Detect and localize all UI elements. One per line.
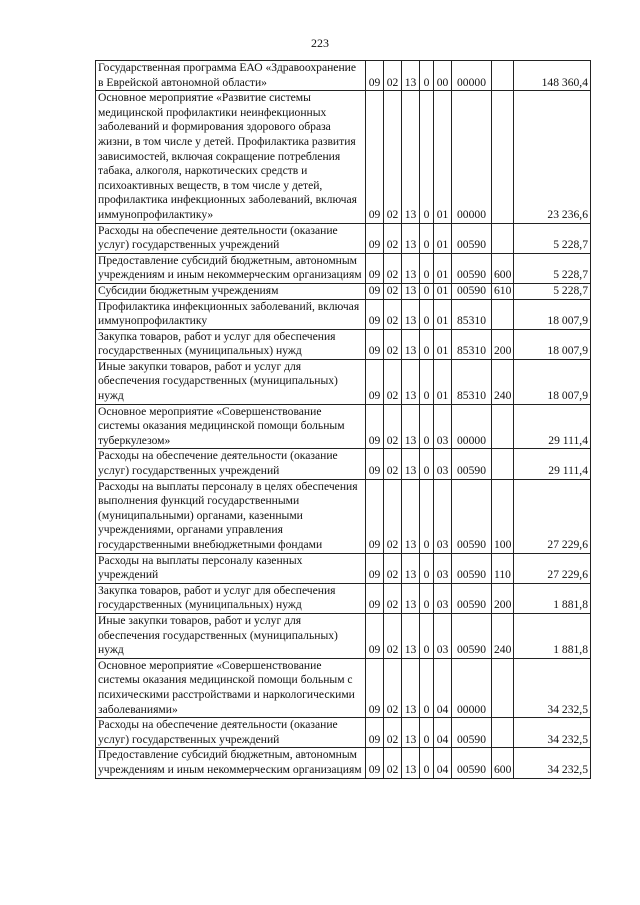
code-direction-cell: 00590	[452, 718, 492, 748]
row-name-cell: Расходы на выплаты персоналу казенных учреждений	[96, 553, 366, 583]
code-direction-cell: 00590	[452, 283, 492, 299]
code-program-cell: 13	[402, 658, 420, 717]
code-section-cell: 09	[366, 359, 384, 404]
code-event-cell: 03	[434, 553, 452, 583]
code-subprogram-cell: 0	[420, 583, 434, 613]
row-name-cell: Основное мероприятие «Развитие системы медицинской профилактики неинфекционных заболеваний и формирования здорового образа жизни, в том числе у детей. Профилактика развития зависимостей, включая сокращение потребления табака, алкоголя, наркотических средств и психоактивных веществ, в том числе у детей, профилактика инфекционных заболеваний, включая иммунопрофилактику»	[96, 91, 366, 223]
page-number: 223	[311, 36, 329, 50]
expense-type-cell: 110	[492, 553, 514, 583]
code-program-cell: 13	[402, 479, 420, 553]
code-program-cell: 13	[402, 718, 420, 748]
code-section-cell: 09	[366, 299, 384, 329]
code-subprogram-cell: 0	[420, 404, 434, 449]
code-section-cell: 09	[366, 479, 384, 553]
code-program-cell: 13	[402, 223, 420, 253]
table-row	[96, 359, 591, 404]
code-program-cell: 13	[402, 283, 420, 299]
expense-type-cell	[492, 61, 514, 91]
code-event-cell: 03	[434, 449, 452, 479]
expense-type-cell	[492, 404, 514, 449]
code-direction-cell: 85310	[452, 299, 492, 329]
table-row	[96, 583, 591, 613]
table-row	[96, 748, 591, 778]
code-subprogram-cell: 0	[420, 359, 434, 404]
code-event-cell: 01	[434, 223, 452, 253]
row-name-cell: Государственная программа ЕАО «Здравоохранение в Еврейской автономной области»	[96, 61, 366, 91]
code-subprogram-cell: 0	[420, 223, 434, 253]
row-name-cell: Иные закупки товаров, работ и услуг для обеспечения государственных (муниципальных) нужд	[96, 613, 366, 658]
amount-cell: 5 228,7	[514, 253, 591, 283]
code-section-cell: 09	[366, 283, 384, 299]
code-section-cell: 09	[366, 553, 384, 583]
code-subsection-cell: 02	[384, 479, 402, 553]
code-subsection-cell: 02	[384, 253, 402, 283]
code-program-cell: 13	[402, 583, 420, 613]
code-section-cell: 09	[366, 61, 384, 91]
row-name-cell: Расходы на обеспечение деятельности (оказание услуг) государственных учреждений	[96, 449, 366, 479]
code-section-cell: 09	[366, 91, 384, 223]
code-program-cell: 13	[402, 329, 420, 359]
row-name-cell: Иные закупки товаров, работ и услуг для обеспечения государственных (муниципальных) нужд	[96, 359, 366, 404]
code-subsection-cell: 02	[384, 359, 402, 404]
row-name-cell: Предоставление субсидий бюджетным, автономным учреждениям и иным некоммерческим организациям	[96, 253, 366, 283]
code-direction-cell: 00590	[452, 223, 492, 253]
row-name-cell: Закупка товаров, работ и услуг для обеспечения государственных (муниципальных) нужд	[96, 583, 366, 613]
code-event-cell: 01	[434, 299, 452, 329]
code-subprogram-cell: 0	[420, 449, 434, 479]
code-subprogram-cell: 0	[420, 61, 434, 91]
code-subsection-cell: 02	[384, 299, 402, 329]
expense-type-cell: 240	[492, 613, 514, 658]
table-row	[96, 658, 591, 717]
code-program-cell: 13	[402, 253, 420, 283]
code-direction-cell: 00590	[452, 583, 492, 613]
code-direction-cell: 00000	[452, 91, 492, 223]
table-row	[96, 283, 591, 299]
amount-cell: 1 881,8	[514, 613, 591, 658]
code-subsection-cell: 02	[384, 329, 402, 359]
code-subsection-cell: 02	[384, 613, 402, 658]
code-subsection-cell: 02	[384, 718, 402, 748]
amount-cell: 18 007,9	[514, 359, 591, 404]
code-subsection-cell: 02	[384, 748, 402, 778]
table-row	[96, 449, 591, 479]
code-direction-cell: 00590	[452, 449, 492, 479]
code-subprogram-cell: 0	[420, 283, 434, 299]
code-subprogram-cell: 0	[420, 253, 434, 283]
code-section-cell: 09	[366, 718, 384, 748]
code-event-cell: 01	[434, 329, 452, 359]
budget-table	[95, 60, 591, 779]
row-name-cell: Закупка товаров, работ и услуг для обеспечения государственных (муниципальных) нужд	[96, 329, 366, 359]
row-name-cell: Расходы на обеспечение деятельности (оказание услуг) государственных учреждений	[96, 718, 366, 748]
amount-cell: 1 881,8	[514, 583, 591, 613]
code-event-cell: 04	[434, 748, 452, 778]
code-program-cell: 13	[402, 404, 420, 449]
expense-type-cell	[492, 718, 514, 748]
code-direction-cell: 00590	[452, 553, 492, 583]
code-event-cell: 04	[434, 718, 452, 748]
code-subprogram-cell: 0	[420, 299, 434, 329]
code-subprogram-cell: 0	[420, 718, 434, 748]
code-program-cell: 13	[402, 613, 420, 658]
code-event-cell: 00	[434, 61, 452, 91]
amount-cell: 5 228,7	[514, 223, 591, 253]
code-subsection-cell: 02	[384, 449, 402, 479]
amount-cell: 34 232,5	[514, 718, 591, 748]
expense-type-cell: 100	[492, 479, 514, 553]
code-section-cell: 09	[366, 253, 384, 283]
code-section-cell: 09	[366, 449, 384, 479]
code-direction-cell: 00000	[452, 404, 492, 449]
expense-type-cell: 200	[492, 329, 514, 359]
code-event-cell: 01	[434, 359, 452, 404]
code-direction-cell: 85310	[452, 329, 492, 359]
table-row	[96, 553, 591, 583]
code-subprogram-cell: 0	[420, 658, 434, 717]
table-row	[96, 223, 591, 253]
expense-type-cell	[492, 299, 514, 329]
table-row	[96, 91, 591, 223]
amount-cell: 34 232,5	[514, 748, 591, 778]
code-subsection-cell: 02	[384, 283, 402, 299]
code-section-cell: 09	[366, 223, 384, 253]
code-subprogram-cell: 0	[420, 553, 434, 583]
expense-type-cell: 200	[492, 583, 514, 613]
table-row	[96, 479, 591, 553]
code-direction-cell: 00000	[452, 61, 492, 91]
code-subsection-cell: 02	[384, 404, 402, 449]
row-name-cell: Расходы на обеспечение деятельности (оказание услуг) государственных учреждений	[96, 223, 366, 253]
expense-type-cell: 600	[492, 748, 514, 778]
expense-type-cell: 240	[492, 359, 514, 404]
table-row	[96, 61, 591, 91]
row-name-cell: Профилактика инфекционных заболеваний, включая иммунопрофилактику	[96, 299, 366, 329]
code-event-cell: 03	[434, 583, 452, 613]
code-program-cell: 13	[402, 748, 420, 778]
amount-cell: 27 229,6	[514, 553, 591, 583]
code-program-cell: 13	[402, 449, 420, 479]
table-row	[96, 718, 591, 748]
code-subsection-cell: 02	[384, 583, 402, 613]
code-direction-cell: 00590	[452, 253, 492, 283]
table-row	[96, 404, 591, 449]
amount-cell: 29 111,4	[514, 404, 591, 449]
code-section-cell: 09	[366, 658, 384, 717]
code-subsection-cell: 02	[384, 553, 402, 583]
code-subprogram-cell: 0	[420, 479, 434, 553]
row-name-cell: Основное мероприятие «Совершенствование системы оказания медицинской помощи больным туберкулезом»	[96, 404, 366, 449]
code-event-cell: 04	[434, 658, 452, 717]
row-name-cell: Основное мероприятие «Совершенствование системы оказания медицинской помощи больным с психическими расстройствами и наркологическими заболеваниями»	[96, 658, 366, 717]
expense-type-cell: 610	[492, 283, 514, 299]
code-event-cell: 03	[434, 479, 452, 553]
code-event-cell: 03	[434, 613, 452, 658]
code-direction-cell: 00590	[452, 479, 492, 553]
code-subprogram-cell: 0	[420, 329, 434, 359]
code-direction-cell: 00590	[452, 748, 492, 778]
code-program-cell: 13	[402, 299, 420, 329]
code-subsection-cell: 02	[384, 223, 402, 253]
code-subsection-cell: 02	[384, 91, 402, 223]
row-name-cell: Расходы на выплаты персоналу в целях обеспечения выполнения функций государственными (муниципальными) органами, казенными учреждениями, органами управления государственными внебюджетными фондами	[96, 479, 366, 553]
table-row	[96, 613, 591, 658]
amount-cell: 5 228,7	[514, 283, 591, 299]
amount-cell: 18 007,9	[514, 329, 591, 359]
table-row	[96, 329, 591, 359]
code-subprogram-cell: 0	[420, 748, 434, 778]
code-program-cell: 13	[402, 359, 420, 404]
code-event-cell: 01	[434, 91, 452, 223]
row-name-cell: Предоставление субсидий бюджетным, автономным учреждениям и иным некоммерческим организациям	[96, 748, 366, 778]
code-direction-cell: 00590	[452, 613, 492, 658]
code-direction-cell: 85310	[452, 359, 492, 404]
code-section-cell: 09	[366, 748, 384, 778]
expense-type-cell	[492, 223, 514, 253]
code-subprogram-cell: 0	[420, 91, 434, 223]
code-subsection-cell: 02	[384, 658, 402, 717]
code-program-cell: 13	[402, 553, 420, 583]
amount-cell: 34 232,5	[514, 658, 591, 717]
code-section-cell: 09	[366, 583, 384, 613]
table-row	[96, 299, 591, 329]
amount-cell: 148 360,4	[514, 61, 591, 91]
expense-type-cell	[492, 91, 514, 223]
code-subprogram-cell: 0	[420, 613, 434, 658]
code-section-cell: 09	[366, 613, 384, 658]
row-name-cell: Субсидии бюджетным учреждениям	[96, 283, 366, 299]
code-direction-cell: 00000	[452, 658, 492, 717]
code-event-cell: 01	[434, 253, 452, 283]
code-program-cell: 13	[402, 91, 420, 223]
code-section-cell: 09	[366, 404, 384, 449]
expense-type-cell	[492, 449, 514, 479]
code-section-cell: 09	[366, 329, 384, 359]
expense-type-cell	[492, 658, 514, 717]
code-event-cell: 01	[434, 283, 452, 299]
amount-cell: 23 236,6	[514, 91, 591, 223]
table-row	[96, 253, 591, 283]
amount-cell: 18 007,9	[514, 299, 591, 329]
amount-cell: 27 229,6	[514, 479, 591, 553]
code-subsection-cell: 02	[384, 61, 402, 91]
expense-type-cell: 600	[492, 253, 514, 283]
amount-cell: 29 111,4	[514, 449, 591, 479]
code-program-cell: 13	[402, 61, 420, 91]
code-event-cell: 03	[434, 404, 452, 449]
